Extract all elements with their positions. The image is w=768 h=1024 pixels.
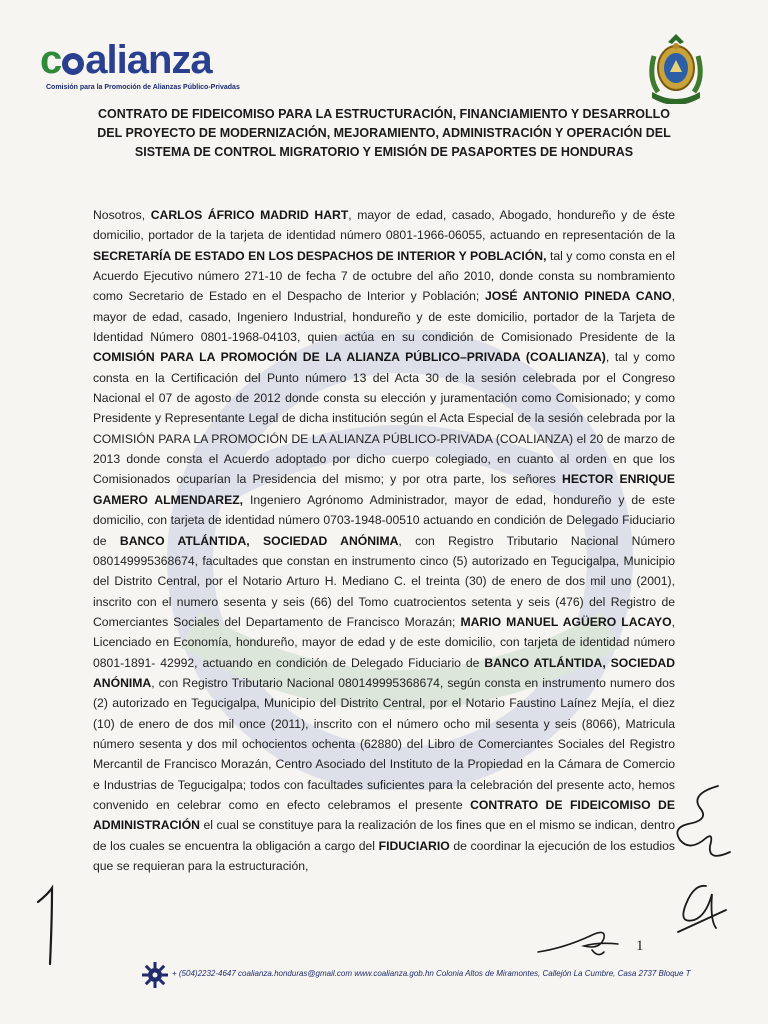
body-text-run: , mayor de edad, casado, Abogado, hondureño y de éste domicilio, portador de la tarjeta de identidad número 0801-1966-06055, actuando en representación de la — [93, 208, 675, 243]
body-text-run: , mayor de edad, casado, Ingeniero Industrial, hondureño y de este domicilio, portador de la Tarjeta de Identidad Número 0801-1968-04103, quien actúa en su condición de Comisionado Presidente de la — [93, 289, 675, 345]
body-bold-run: CARLOS ÁFRICO MADRID HART — [150, 208, 349, 222]
coat-of-arms-icon — [644, 28, 708, 104]
gear-logo-icon — [142, 962, 168, 988]
body-text-run: Ingeniero Agrónomo Administrador, mayor de edad, hondureño y de este domicilio, con tarjeta de identidad número 0703-1948-00510 actuando en condición de Delegado Fiduciario de — [93, 492, 675, 548]
page-number: 1 — [636, 938, 644, 954]
logo-subtitle: Comisión para la Promoción de Alianzas Público-Privadas — [46, 84, 240, 91]
body-bold-run: HECTOR ENRIQUE GAMERO ALMENDAREZ, — [93, 472, 675, 507]
body-text-run: el cual se constituye para la realización de los fines que en el mismo se indican, dentro de los cuales se encuentra la obligación a cargo del — [93, 818, 675, 853]
footer-contact: + (504)2232-4647 coalianza.honduras@gmail.com www.coalianza.gob.hn Colonia Altos de Miramontes, Callejón La Cumbre, Casa 2737 Bloque T — [172, 969, 691, 978]
body-bold-run: BANCO ATLÁNTIDA, SOCIEDAD ANÓNIMA — [93, 655, 675, 690]
coalianza-logo — [40, 40, 240, 91]
handwritten-signature-right-top — [670, 780, 740, 870]
body-text-run: , tal y como consta en la Certificación del Punto número 13 del Acta 30 de la sesión celebrada por el Congreso Nacional el 07 de agosto de 2012 donde consta su elección y juramentación como Comisionado; y como Presidente y Representante Legal de dicha institución según el Acta Especial de la sesión celebrada por la COMISIÓN PARA LA PROMOCIÓN DE LA ALIANZA PÚBLICO-PRIVADA (COALIANZA) el 20 de marzo de 2013 donde consta el Acuerdo adoptado por dicho cuerpo colegiado, en cuanto al orden en que los Comisionados ocuparían la Presidencia del mismo; y por otra parte, los señores — [93, 350, 675, 487]
body-bold-run: BANCO ATLÁNTIDA, SOCIEDAD ANÓNIMA — [119, 533, 399, 548]
body-text-run: , Licenciado en Economía, hondureño, mayor de edad y de este domicilio, con tarjeta de identidad número 0801-1891- 42992, actuando en condición de Delegado Fiduciario de — [93, 614, 675, 670]
handwritten-initial-left — [30, 880, 70, 970]
body-text-run: Nosotros, — [93, 208, 151, 222]
logo-o-icon — [62, 53, 84, 75]
body-bold-run: COMISIÓN PARA LA PROMOCIÓN DE LA ALIANZA PÚBLICO–PRIVADA (COALIANZA) — [93, 350, 606, 365]
handwritten-signature-right-bottom — [672, 880, 732, 940]
contract-body — [93, 205, 675, 876]
logo-wordmark: c alianza — [40, 38, 212, 82]
body-bold-run: SECRETARÍA DE ESTADO EN LOS DESPACHOS DE INTERIOR Y POBLACIÓN, — [93, 248, 547, 263]
body-bold-run: CONTRATO DE FIDEICOMISO DE ADMINISTRACIÓN — [93, 797, 675, 833]
footer — [142, 962, 762, 992]
document-title: CONTRATO DE FIDEICOMISO PARA LA ESTRUCTURACIÓN, FINANCIAMIENTO Y DESARROLLO DEL PROYECTO DE MODERNIZACIÓN, MEJORAMIENTO, ADMINISTRACIÓN Y OPERACIÓN DEL SISTEMA DE CONTROL MIGRATORIO Y EMISIÓN DE PASAPORTES DE HONDURAS — [97, 107, 671, 159]
body-text-run: tal y como consta en el Acuerdo Ejecutivo número 271-10 de fecha 7 de octubre del año 2010, donde consta su nombramiento como Secretario de Estado en el Despacho de Interior y Población; — [93, 248, 675, 304]
body-bold-run: MARIO MANUEL AGÜERO LACAYO — [460, 614, 672, 629]
handwritten-signature-bottom — [534, 922, 624, 962]
body-bold-run: FIDUCIARIO — [378, 838, 450, 853]
body-text-run: , con Registro Tributario Nacional Número 080149995368674, facultades que constan en instrumento cinco (5) autorizado en Tegucigalpa, Municipio del Distrito Central, por el Notario Arturo H. Mediano C. el treinta (30) de enero de dos mil uno (2001), inscrito con el numero sesenta y seis (66) del Tomo cuatrocientos setenta y seis (476) del Registro de Comerciantes Sociales del Departamento de Francisco Morazán; — [93, 533, 676, 629]
body-text-run: , con Registro Tributario Nacional 080149995368674, según consta en instrumento numero dos (2) autorizado en Tegucigalpa, Municipio del Distrito Central, por el Notario Faustino Laínez Mejía, el diez (10) de enero de dos mil once (2011), inscrito con el número ocho mil sesenta y seis (8066), Matricula número sesenta y dos mil ochocientos ochenta (62880) del Libro de Comerciantes Sociales del Registro Mercantil de Francisco Morazán, Centro Asociado del Instituto de la Propiedad en la Cámara de Comercio e Industrias de Tegucigalpa; todos con facultades suficientes para la celebración del presente acto, hemos convenido en celebrar como en efecto celebramos el presente — [93, 675, 675, 812]
body-text-run: de coordinar la ejecución de los estudios que se requieran para la estructuración, — [93, 838, 675, 873]
body-bold-run: JOSÉ ANTONIO PINEDA CANO — [484, 289, 672, 304]
